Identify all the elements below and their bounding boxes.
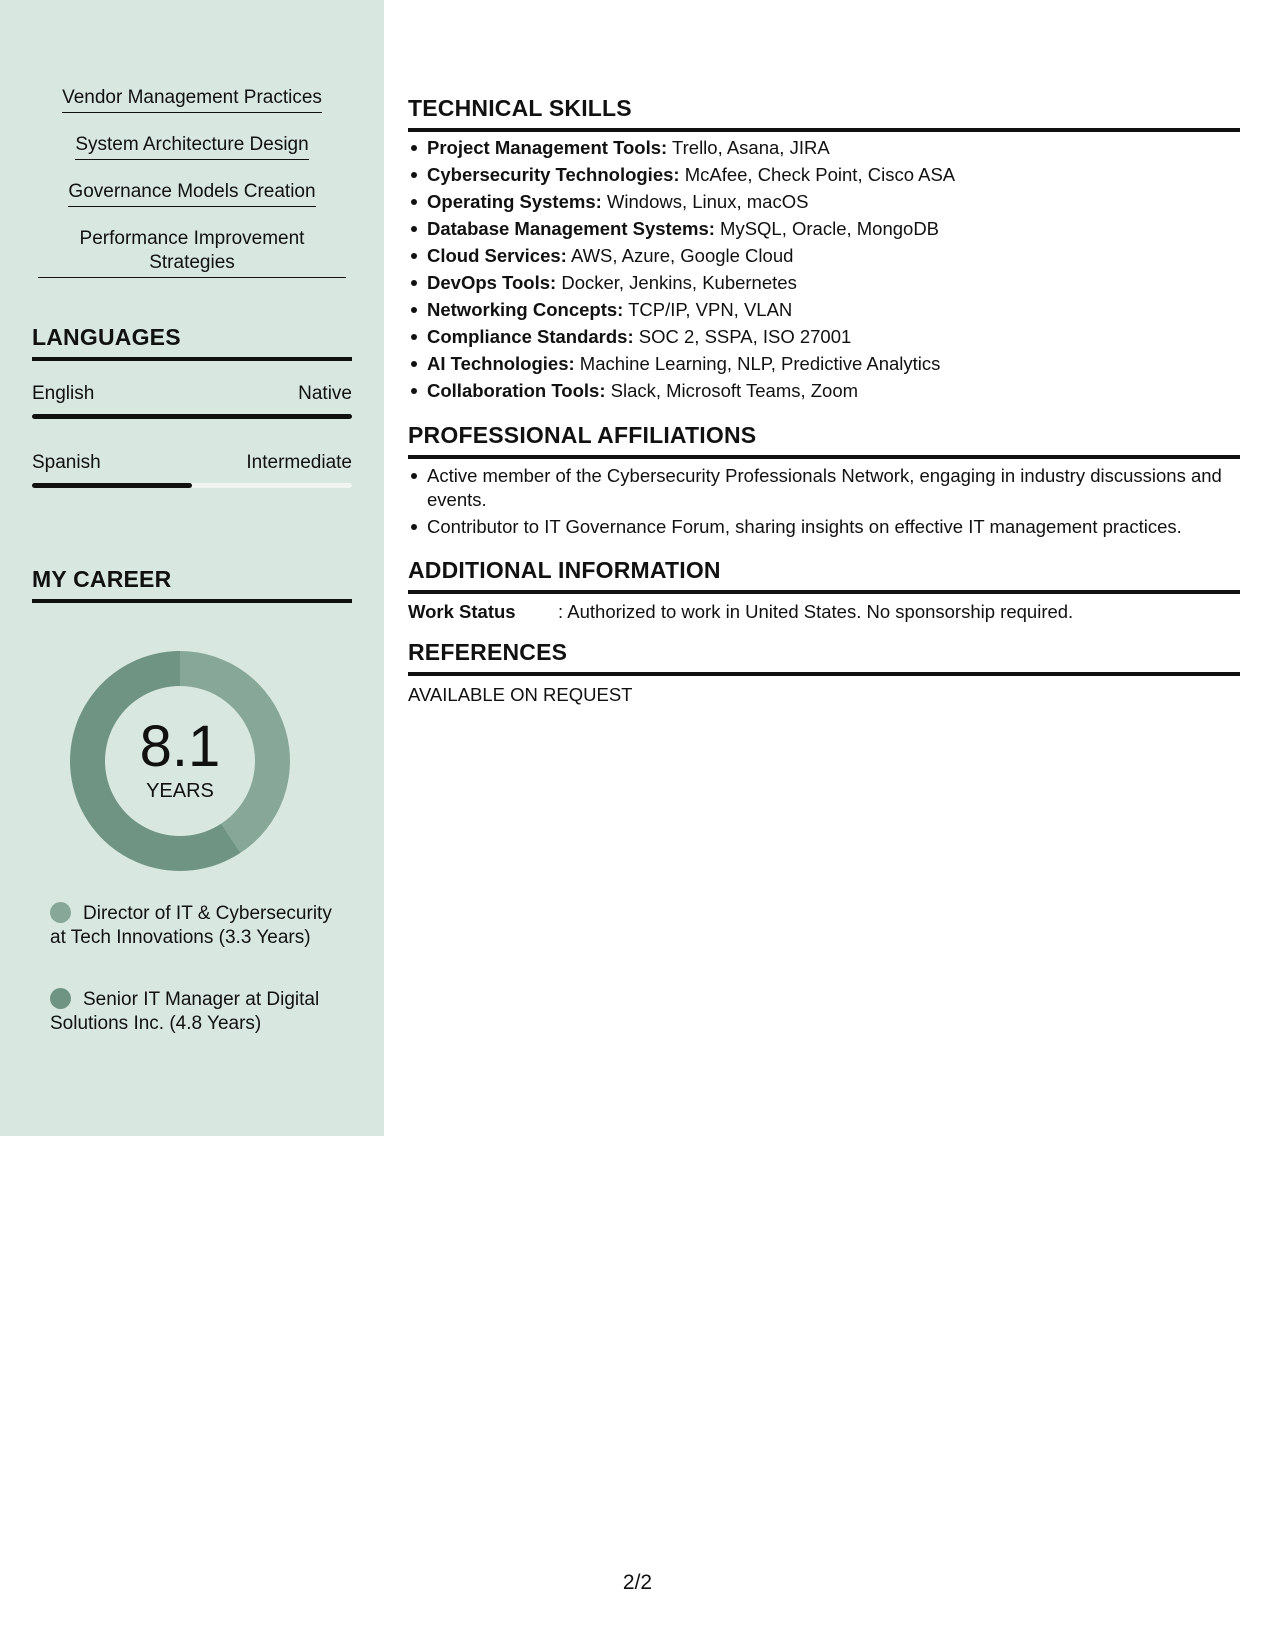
list-item: Contributor to IT Governance Forum, sharing insights on effective IT management practices.	[408, 515, 1240, 539]
legend-dot	[50, 988, 71, 1009]
skills-list	[38, 86, 346, 298]
list-item	[408, 269, 1240, 296]
skill-values: Docker, Jenkins, Kubernetes	[556, 272, 797, 293]
skill-label: Vendor Management Practices	[62, 86, 322, 113]
skill-values: McAfee, Check Point, Cisco ASA	[679, 164, 956, 185]
language-bar-fill	[32, 483, 192, 488]
skill-category: Networking Concepts:	[427, 299, 624, 320]
skill-category: AI Technologies:	[427, 353, 575, 374]
list-item	[408, 215, 1240, 242]
skill-values: SOC 2, SSPA, ISO 27001	[633, 326, 852, 347]
skill-label: System Architecture Design	[75, 133, 308, 160]
affiliations-list	[408, 464, 1240, 542]
skill-category: Project Management Tools:	[427, 137, 668, 158]
page-number: 2/2	[622, 1571, 653, 1594]
skill-item	[38, 227, 346, 278]
career-total-years: 8.1	[139, 714, 221, 779]
list-item	[408, 188, 1240, 215]
language-bar-fill	[32, 414, 352, 419]
additional-info-heading: ADDITIONAL INFORMATION	[408, 557, 1240, 594]
career-heading: MY CAREER	[32, 566, 352, 603]
work-status-row	[408, 601, 1240, 623]
language-row	[32, 383, 352, 405]
language-row	[32, 452, 352, 474]
skill-category: Operating Systems:	[427, 191, 602, 212]
list-item	[408, 350, 1240, 377]
language-level: Native	[298, 383, 352, 404]
skill-item	[38, 180, 346, 207]
career-legend-item	[50, 902, 340, 950]
list-item	[408, 242, 1240, 269]
language-bar	[32, 414, 352, 419]
career-years-unit: YEARS	[146, 780, 214, 802]
list-item	[408, 134, 1240, 161]
affiliations-heading: PROFESSIONAL AFFILIATIONS	[408, 422, 1240, 459]
language-bar	[32, 483, 352, 488]
skill-values: MySQL, Oracle, MongoDB	[714, 218, 940, 239]
list-item	[408, 323, 1240, 350]
technical-skills-list	[408, 134, 1240, 404]
list-item: Active member of the Cybersecurity Professionals Network, engaging in industry discussions and events.	[408, 464, 1240, 512]
language-name: English	[32, 383, 95, 404]
skill-category: DevOps Tools:	[427, 272, 557, 293]
legend-label: Senior IT Manager at Digital Solutions Inc. (4.8 Years)	[50, 989, 320, 1034]
references-text: AVAILABLE ON REQUEST	[408, 684, 633, 705]
list-item	[408, 377, 1240, 404]
skill-values: TCP/IP, VPN, VLAN	[623, 299, 793, 320]
list-item	[408, 161, 1240, 188]
skill-item	[38, 133, 346, 160]
sidebar	[0, 0, 384, 1136]
technical-skills-heading: TECHNICAL SKILLS	[408, 95, 1240, 132]
skill-values: Trello, Asana, JIRA	[667, 137, 830, 158]
skill-category: Cloud Services:	[427, 245, 567, 266]
list-item	[408, 296, 1240, 323]
skill-values: Slack, Microsoft Teams, Zoom	[605, 380, 859, 401]
language-level: Intermediate	[246, 452, 352, 473]
career-legend-item	[50, 988, 340, 1036]
skill-label: Performance Improvement Strategies	[79, 228, 305, 273]
skill-item	[38, 86, 346, 113]
skill-label: Governance Models Creation	[68, 180, 315, 207]
languages-heading: LANGUAGES	[32, 324, 352, 361]
skill-category: Database Management Systems:	[427, 218, 715, 239]
language-name: Spanish	[32, 452, 101, 473]
skill-values: AWS, Azure, Google Cloud	[566, 245, 794, 266]
skill-values: Machine Learning, NLP, Predictive Analytics	[574, 353, 941, 374]
skill-category: Collaboration Tools:	[427, 380, 606, 401]
legend-label: Director of IT & Cybersecurity at Tech Innovations (3.3 Years)	[50, 903, 332, 948]
work-status-label: Work Status	[408, 601, 516, 622]
skill-values: Windows, Linux, macOS	[601, 191, 809, 212]
skill-category: Compliance Standards:	[427, 326, 634, 347]
work-status-value: : Authorized to work in United States. No sponsorship required.	[558, 601, 1074, 622]
skill-category: Cybersecurity Technologies:	[427, 164, 680, 185]
references-heading: REFERENCES	[408, 639, 1240, 676]
legend-dot	[50, 902, 71, 923]
